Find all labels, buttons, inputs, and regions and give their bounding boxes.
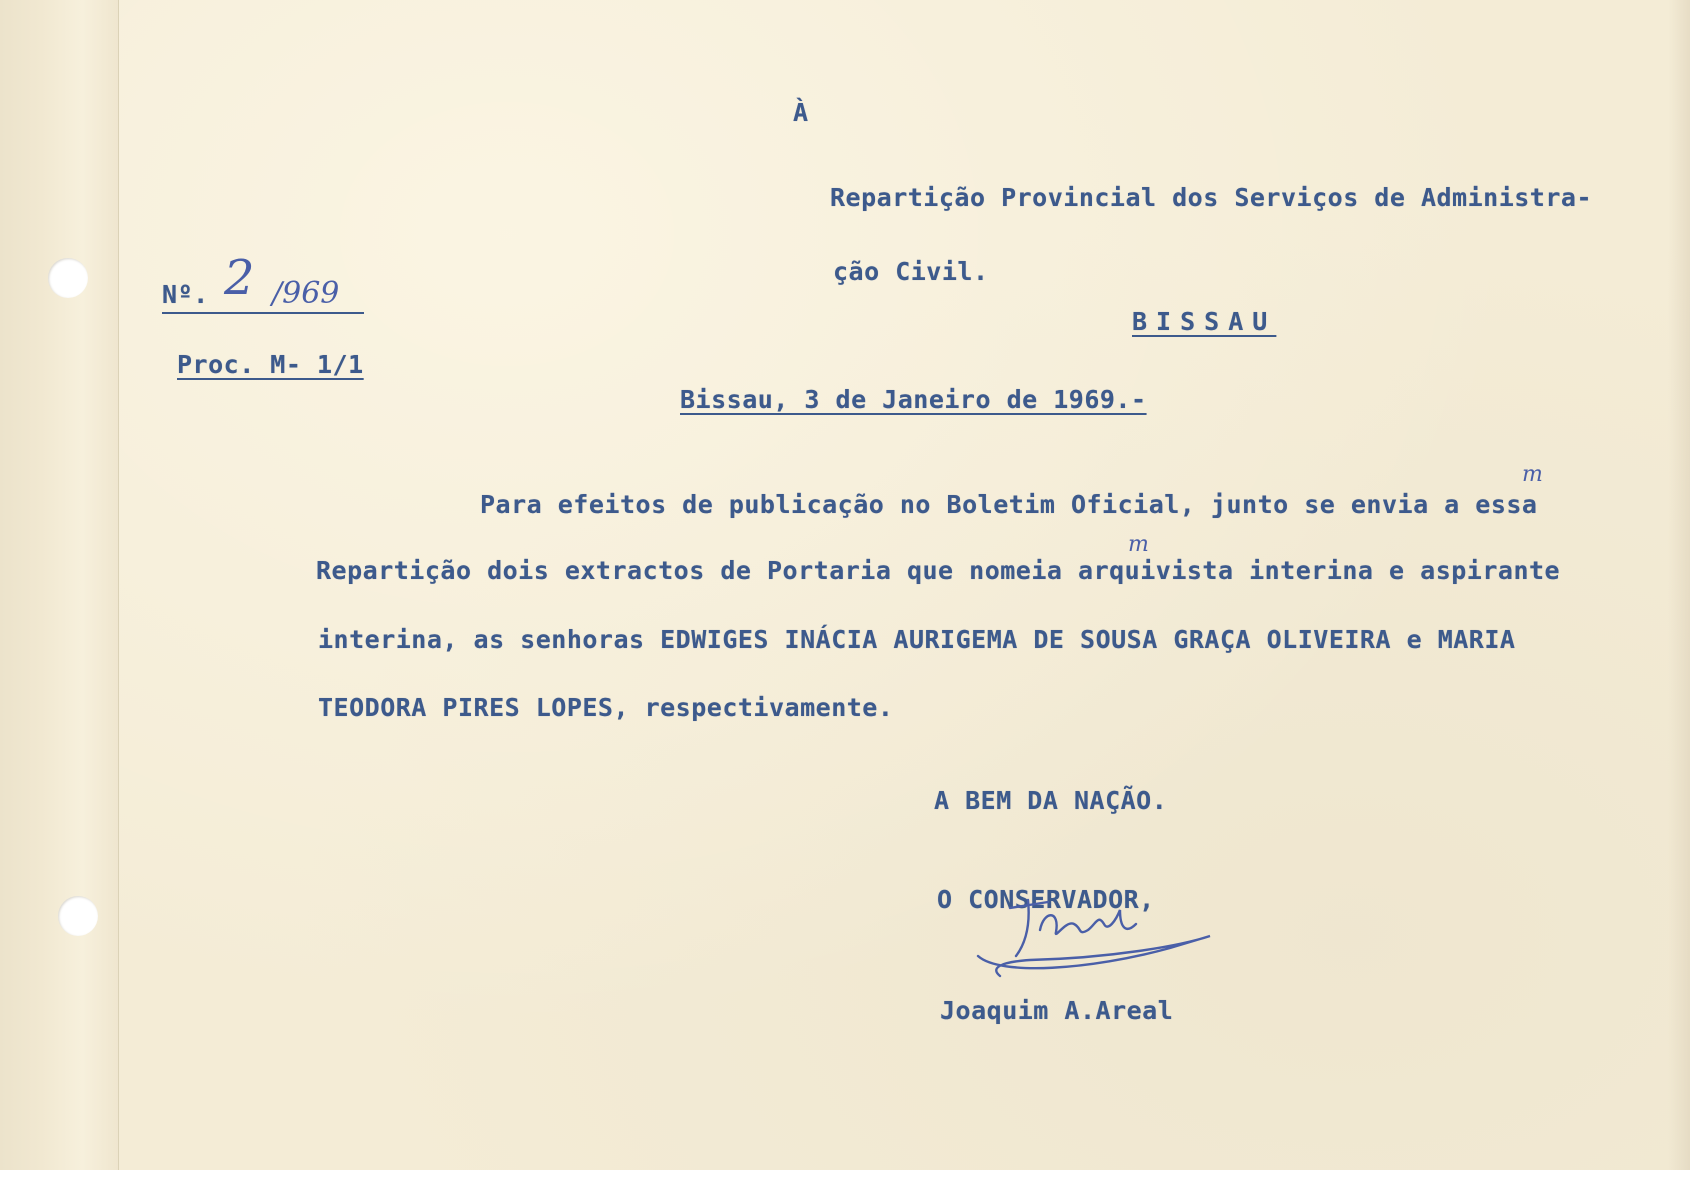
- handwritten-annotation-2: m: [1128, 532, 1149, 557]
- body-line-3: interina, as senhoras EDWIGES INÁCIA AURIGEMA DE SOUSA GRAÇA OLIVEIRA e MARIA: [318, 625, 1516, 654]
- punch-hole-bottom: [58, 896, 98, 936]
- reference-number: [162, 250, 364, 314]
- closing-formula: A BEM DA NAÇÃO.: [934, 786, 1168, 815]
- reference-number-prefix: Nº.: [162, 280, 209, 309]
- signatory-name: Joaquim A.Areal: [940, 996, 1174, 1025]
- process-reference: Proc. M- 1/1: [177, 350, 364, 379]
- handwritten-annotation-1: m: [1522, 462, 1543, 487]
- reference-number-handwritten: 2: [224, 250, 255, 306]
- reference-number-year: /969: [272, 276, 340, 311]
- signatory-title: O CONSERVADOR,: [937, 885, 1155, 914]
- body-line-1: Para efeitos de publicação no Boletim Oficial, junto se envia a essa: [480, 490, 1538, 519]
- recipient-line-2: ção Civil.: [833, 257, 989, 286]
- page-edge-shadow: [1668, 0, 1690, 1170]
- recipient-city: BISSAU: [1132, 307, 1277, 336]
- salutation: À: [793, 98, 809, 127]
- body-line-4: TEODORA PIRES LOPES, respectivamente.: [318, 693, 894, 722]
- body-line-2: Repartição dois extractos de Portaria que nomeia arquivista interina e aspirante: [316, 556, 1561, 585]
- binding-margin: [0, 0, 119, 1170]
- date-line: Bissau, 3 de Janeiro de 1969.-: [680, 385, 1147, 414]
- punch-hole-top: [48, 258, 88, 298]
- handwritten-signature: [970, 880, 1220, 990]
- recipient-line-1: Repartição Provincial dos Serviços de Administra-: [830, 183, 1593, 212]
